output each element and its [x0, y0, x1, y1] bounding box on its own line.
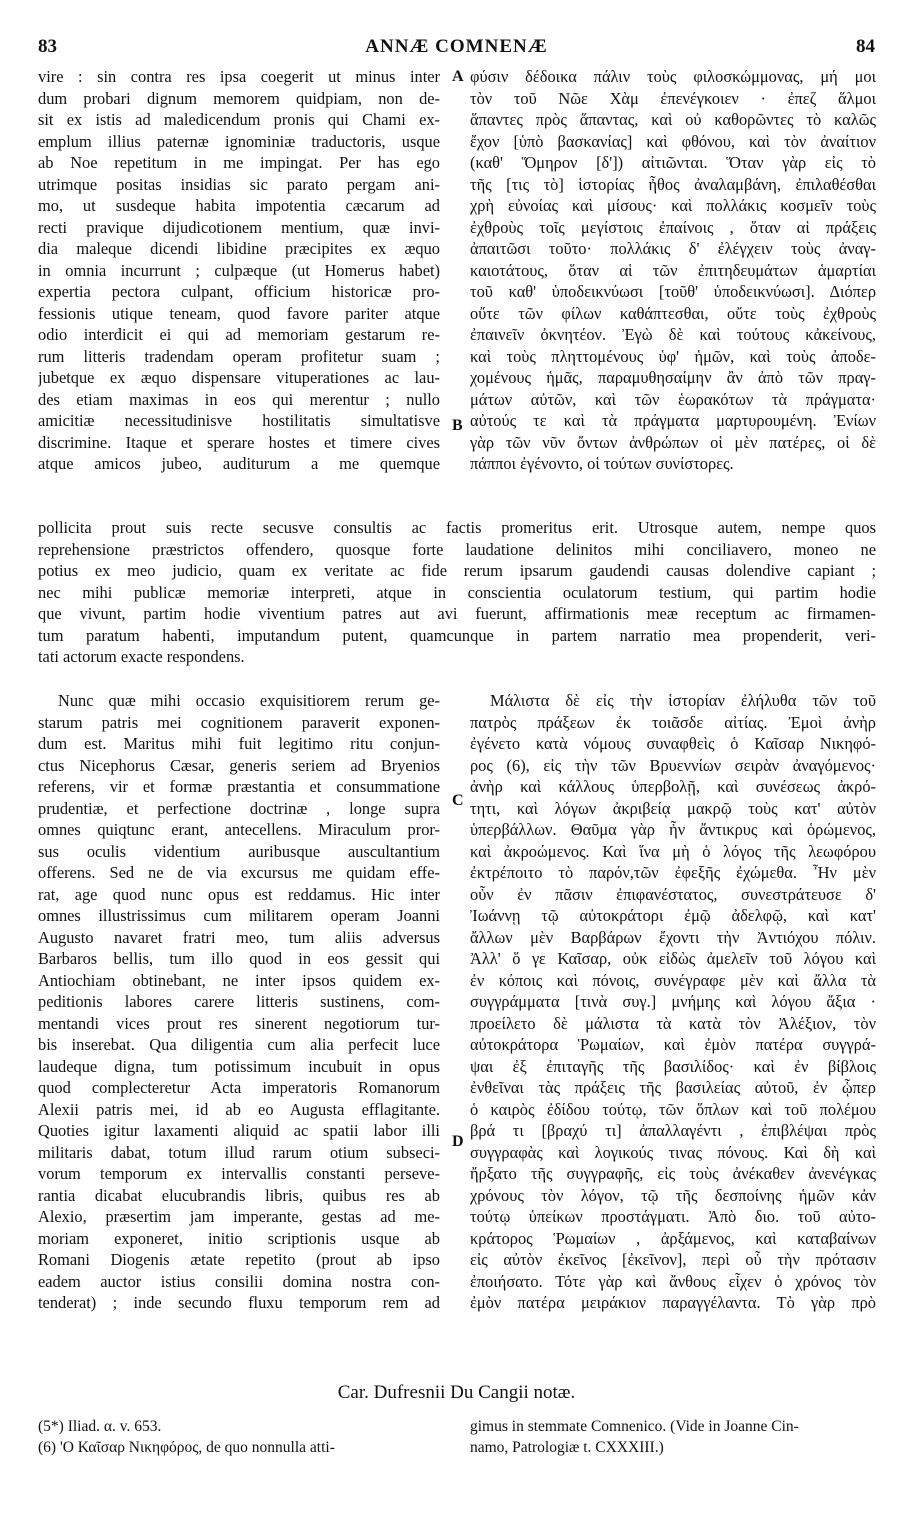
text-line: quod complecteretur Acta imperatoris Romanorum — [38, 1078, 440, 1097]
text-line: Alexio, præsertim jam imperante, gestas ad me- — [38, 1207, 440, 1226]
text-line: potius ex meo judicio, quam ex veritate ac fide rerum ipsarum gaudendi causas dolendive capiant ; — [38, 561, 876, 580]
text-line: ὑπερβάλλων. Θαῦμα γὰρ ἦν ἄντικρυς καὶ ὁρώμενος, — [470, 820, 876, 839]
text-line: τὸν τοῦ Νῶε Χὰμ ἐπενέγκοιεν · ἐπεζ ἅλμοι — [470, 88, 876, 108]
text-line: οὔτε τῶν φίλων καθάπτεσθαι, οὔτε τοὺς ἐχθροὺς — [470, 303, 876, 323]
text-line: rantia dicabat elucubrandis libris, quibus res ab — [38, 1185, 440, 1205]
latin-column-top — [38, 66, 440, 475]
text-line: militaris dabat, totum illud rarum otium subseci- — [38, 1142, 440, 1162]
text-line: Nunc quæ mihi occasio exquisitiorem rerum ge- — [58, 691, 440, 710]
text-line: rum litteris tradendam operam profitetur suam ; — [38, 346, 440, 366]
text-line: (καθ' Ὅμηρον [δ']) αἰτιῶνται. Ὅταν γὰρ εἰς τὸ — [470, 153, 876, 172]
running-header — [38, 36, 875, 60]
text-line: tati actorum exacte respondens. — [38, 647, 245, 666]
text-line: ἐποιήσατο. Τότε γὰρ καὶ ἄνθους εἶχεν ὁ χρόνος τὸν — [470, 1271, 876, 1291]
text-line: mo, ut susdeque habita impotentia cæcarum ad — [38, 196, 440, 215]
text-line: recti pravique dijudicotionem mentium, quæ invi- — [38, 217, 440, 237]
text-line: βρά τι [βραχύ τι] ἀπαλλαγέντι , ἐπιβλέψαι πρὸς — [470, 1121, 876, 1140]
text-line: in omnia incurrunt ; culpæque (ut Homerus habet) — [38, 260, 440, 280]
margin-marker-b: B — [452, 417, 463, 434]
notes-title: Car. Dufresnii Du Cangii notæ. — [337, 1382, 576, 1403]
page-number-left: 83 — [38, 36, 57, 57]
text-line: offerens. Sed ne de via excursus me quidam effe- — [38, 863, 440, 882]
text-line: peditionis labores carere litteris sustinens, com- — [38, 992, 440, 1011]
text-line: τῆς [τις τὸ] ἱστορίας ἦθος ἀναλαμβάνη, ἐπιλαθέσθαι — [470, 174, 876, 194]
text-line: ἐμὸν πατέρα μειράκιον παραγγέλαντα. Τὸ γὰρ πρὸ — [470, 1293, 876, 1312]
greek-column-top — [470, 66, 876, 475]
text-line: Alexii patris mei, id ab eo Augusta efflagitante. — [38, 1099, 440, 1119]
text-line: ἔχον [ὑπὸ βασκανίας] καὶ φθόνου, καὶ τὸν ἀναίτιον — [470, 131, 876, 151]
text-line: dum probari dignum memorem quidpiam, non de- — [38, 88, 440, 108]
text-line: sit ex istis ad maledicendum pronis qui Chami ex- — [38, 110, 440, 129]
margin-marker-d: D — [452, 1133, 464, 1150]
text-line: ἀνὴρ καὶ κάλλους ὑπερβολῇ, καὶ συνέσεως ἀκρό- — [470, 777, 876, 796]
text-line: χρόνους τὸν λόγον, τῷ τῆς δεσποίνης ἡμῶν κἀν — [470, 1185, 876, 1205]
text-line: αὐτούς τε καὶ τὰ πράγματα μαρτυρουμένη. Ἐνίων — [470, 411, 876, 430]
text-line: vire : sin contra res ipsa coegerit ut minus inter — [38, 67, 440, 86]
text-line: omnes quiqtunc erant, antecellens. Miraculum pror- — [38, 820, 440, 839]
text-line: γὰρ τῶν νῦν ὄντων ἀνθρώπων οἱ μὲν πατέρες, οἱ δὲ — [470, 432, 876, 452]
text-line: Quoties igitur laxamenti aliquid ac spatii labor illi — [38, 1121, 440, 1140]
text-line: dia maleque dicendi libidine præcipites ex æquo — [38, 239, 440, 258]
note-line: (5*) Iliad. α. v. 653. — [38, 1418, 162, 1435]
text-line: tum paratum habenti, imputandum putent, quamcunque in partem narratio mea propenderit, veri- — [38, 625, 876, 645]
text-line: πατρὸς πράξεων ἐκ τοιᾶσδε αἰτίας. Ἐμοὶ ἀνὴρ — [470, 712, 876, 732]
text-line: moriam exponeret, initio scriptionis usque ab — [38, 1228, 440, 1248]
text-line: τητι, καὶ λόγων ἀκριβείᾳ μακρῷ τοὺς κατ' αὐτὸν — [470, 798, 876, 818]
text-line: dum est. Maritus mihi fuit legitimo ritu conjun- — [38, 734, 440, 753]
text-line: laudeque digna, tum potissimum incubuit in opus — [38, 1056, 440, 1076]
text-line: ρος (6), εἰς τὴν τῶν Βρυεννίων σειρὰν ἀναγόμενος· — [470, 755, 876, 775]
text-line: ἐν κόποις καὶ πόνοις, συνέγραφε μὲν καὶ ἄλλα τὰ — [470, 970, 876, 990]
text-line: Augusto navaret fratri meo, tum aliis adversus — [38, 927, 440, 947]
text-line: sus oculis videntium auribusque auscultantium — [38, 841, 440, 861]
text-line: χρὴ εὐνοίας καὶ μίσους· καὶ πολλάκις κοσμεῖν τοὺς — [470, 196, 876, 215]
text-line: ctus Nicephorus Cæsar, generis seriem ad Bryenios — [38, 755, 440, 775]
text-line: que vivunt, partim hodie viventium patres aut avi fuerunt, affirmationis meæ receptum ac firmamen- — [38, 604, 876, 623]
text-line: nec mihi publicæ memoriæ interpreti, atque in conscientia oculatorum testium, qui partim hodie — [38, 582, 876, 602]
text-line: ἀπαιτῶσι τοῦτο· πολλάκις δ' ἐλέγχειν τοὺς ἀναγ- — [470, 239, 876, 258]
text-line: eadem auctor istius consilii domina nostra con- — [38, 1271, 440, 1291]
margin-marker-c: C — [452, 792, 464, 809]
text-line: pollicita prout suis recte secusve consultis ac factis promeritus erit. Utrosque autem, nempe quos — [38, 518, 876, 537]
text-line: Μάλιστα δὲ εἰς τὴν ἱστορίαν ἐλήλυθα τῶν τοῦ — [490, 691, 876, 710]
text-line: emplum illius paternæ ignominiæ traductoris, usque — [38, 131, 440, 151]
text-line: πάπποι ἐγένοντο, οἱ τούτων συνίστορες. — [470, 454, 734, 473]
text-line: ἐκτρέποιτο τὸ παρόν,τῶν ἐφεξῆς ἐχώμεθα. Ἦν μὲν — [470, 863, 876, 882]
running-title: ANNÆ COMNENÆ — [365, 36, 548, 57]
text-line: οὖν ἐν πᾶσιν ἐπιφανέστατος, συνεστράτευσε δ' — [470, 884, 876, 904]
text-line: Ἀλλ' ὅ γε Καῖσαρ, οὐκ εἰδὼς ἀμελεῖν τοῦ λόγου καὶ — [470, 949, 876, 968]
text-line: vorum temporum ex intervallis constanti perseve- — [38, 1164, 440, 1183]
text-line: ἄλλων μὲν Βαρβάρων ἔχοντι τὴν Ἀντιόχου πόλιν. — [470, 927, 876, 947]
margin-marker-a: A — [452, 68, 464, 85]
text-line: Ἰωάννῃ τῷ αὐτοκράτορι ἐμῷ ἀδελφῷ, καὶ κατ' — [470, 906, 876, 925]
text-line: αὐτοκράτορα Ῥωμαίων, καὶ ἐμὸν πατέρα συγγρά- — [470, 1035, 876, 1054]
latin-column-bottom — [38, 690, 440, 1314]
notes-left — [38, 1416, 458, 1458]
text-line: omnes illustrissimus cum militarem operam Joanni — [38, 906, 440, 925]
note-line: (6) 'Ο Καῖσαρ Νικηφόρος, de quo nonnulla atti- — [38, 1439, 335, 1456]
text-line: μάτων αὐτῶν, καὶ τῶν ἑωρακότων τὰ πράγματα· — [470, 389, 876, 409]
text-line: odio interdicit ei qui ad memoriam gestarum re- — [38, 325, 440, 344]
text-line: expertia pectora culpant, officium historicæ pro- — [38, 282, 440, 301]
text-line: bis inserebat. Qua diligentia cum alia perfecit luce — [38, 1035, 440, 1054]
text-line: ἐπαινεῖν ὀκνητέον. Ἐγὼ δὲ καὶ τούτους κἀκείνους, — [470, 325, 876, 344]
text-line: ἐγένετο κατὰ νόμους συναφθεὶς ὁ Καῖσαρ Νικηφό- — [470, 734, 876, 753]
text-line: jubetque ex æquo dispensare vituperationes ac lau- — [38, 368, 440, 387]
note-line: namo, Patrologiæ t. CXXXIII.) — [470, 1439, 664, 1456]
text-line: τούτῳ ὑπείκων προστάγματι. Ἀπὸ διο. τοῦ αὐτο- — [470, 1207, 876, 1226]
text-line: Antiochiam obtinebant, ne inter ipsos quidem ex- — [38, 970, 440, 990]
text-line: atque amicos jubeo, auditurum a me quemque — [38, 454, 440, 473]
text-line: καιοτάτους, ὅταν αἱ τῶν ἐπιτηδευμάτων ἁμαρτίαι — [470, 260, 876, 280]
page-number-right: 84 — [856, 36, 875, 57]
latin-full-width-paragraph — [38, 517, 876, 668]
text-line: ἅπαντες πρὸς ἅπαντας, καὶ οὐ καθορῶντες τὸ καλῶς — [470, 110, 876, 129]
text-line: ὁ καιρὸς ἐδίδου τούτῳ, τῶν ὅπλων καὶ τοῦ πολέμου — [470, 1099, 876, 1119]
text-line: Barbaros bellis, tum illo quod in eos gessit qui — [38, 949, 440, 968]
text-line: τοῦ καθ' ὑποδεικνύωσι [τοῦθ' ὑποδεικνύωσι]. Διόπερ — [470, 282, 876, 301]
text-line: ab Noe repetitum in me impingat. Per has ego — [38, 153, 440, 172]
text-line: συγγράμματα [τινὰ συγ.] μνήμης καὶ λόγου ἄξια · — [470, 992, 876, 1011]
text-line: καὶ ἀκροώμενος. Καὶ ἵνα μὴ ὁ λόγος τῆς λεωφόρου — [470, 841, 876, 861]
text-line: discrimine. Itaque et sperare hostes et timere cives — [38, 432, 440, 452]
text-line: tenderat) ; inde secundo fluxu temporum rem ad — [38, 1293, 440, 1312]
text-line: Romani Diogenis ætate repetito (prout ab ipso — [38, 1250, 440, 1269]
text-line: ἐνθεῖναι τὰς πράξεις τῆς βασιλείας αὐτοῦ, ἐν ᾧπερ — [470, 1078, 876, 1097]
text-line: εἰς αὐτὸν ἐκεῖνος [ἐκεῖνον], περὶ οὗ τὴν πρότασιν — [470, 1250, 876, 1269]
text-line: κράτορος Ῥωμαίων , ἀρξάμενος, καὶ καταβαίνων — [470, 1228, 876, 1248]
text-line: amicitiæ necessitudinisve hostilitatis simultatisve — [38, 411, 440, 430]
text-line: utrimque positas insidias sic parato pergam ani- — [38, 174, 440, 194]
note-line: gimus in stemmate Comnenico. (Vide in Joanne Cin- — [470, 1418, 799, 1435]
text-line: ἐχθροὺς τοῖς μεγίστοις ἐπαίνοις , ὅταν αἱ πράξεις — [470, 217, 876, 237]
text-line: καὶ τοὺς πληττομένους ὑφ' ἡμῶν, καὶ τοὺς ἀποδε- — [470, 346, 876, 366]
text-line: referens, vir et formæ præstantia et consummatione — [38, 777, 440, 796]
text-line: starum patris mei cognitionem paraverit exponen- — [38, 712, 440, 732]
text-line: rat, age quod nunc opus est reddamus. Hic inter — [38, 884, 440, 904]
text-line: prudentiæ, et perfectione doctrinæ , longe supra — [38, 798, 440, 818]
text-line: φύσιν δέδοικα πάλιν τοὺς φιλοσκώμμονας, μή μοι — [470, 67, 876, 86]
text-line: χομένους ἡμᾶς, παραμυθησαίμην ἂν ἀπὸ τῶν πραγ- — [470, 368, 876, 387]
text-line: συγγραφὰς καὶ λογικούς τινας πόνους. Καὶ δὴ καὶ — [470, 1142, 876, 1162]
text-line: fessionis utique teneam, quod favore pariter atque — [38, 303, 440, 323]
text-line: reprehensione præstrictos offendero, quosque forte laudatione delinitos mihi conciliavero, moneo ne — [38, 539, 876, 559]
greek-column-bottom — [470, 690, 876, 1314]
text-line: προείλετο δὲ μάλιστα τὰ κατὰ τὸν Ἀλέξιον, τὸν — [470, 1013, 876, 1033]
text-line: mentandi vices prout res sinerent negotiorum tur- — [38, 1013, 440, 1033]
text-line: ψαι ἐξ ἐπιταγῆς τῆς βασιλίδος· καὶ ἐν βίβλοις — [470, 1056, 876, 1076]
text-line: ἤρξατο τῆς συγγραφῆς, εἰς τοὺς ἀνέκαθεν ἀνενέγκας — [470, 1164, 876, 1183]
notes-right — [470, 1416, 876, 1458]
text-line: des etiam maximas in eos qui merentur ; nullo — [38, 389, 440, 409]
